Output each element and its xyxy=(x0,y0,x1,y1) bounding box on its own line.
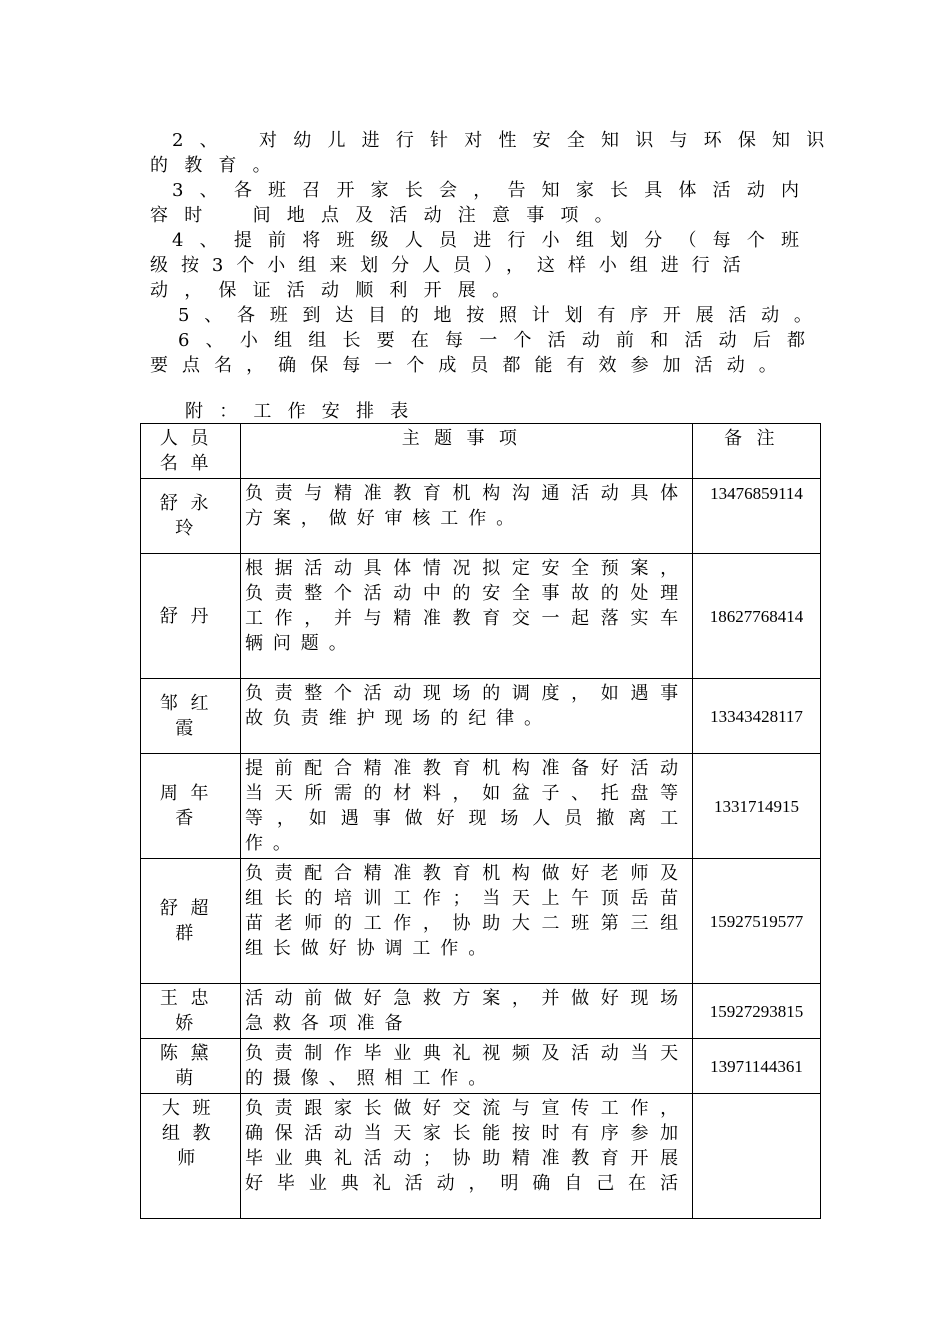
paragraph-line-3: 3、各班召开家长会，告知家长具体活动内 xyxy=(172,180,816,201)
table-row xyxy=(141,984,821,1039)
row-task: 根据活动具体情况拟定安全预案，负责整个活动中的安全事故的处理工作，并与精准教育交一起落实车辆问题。 xyxy=(241,554,693,679)
paragraph-line-5: 4、提前将班级人员进行小组划分（每个班 xyxy=(172,230,816,251)
row-phone: 13343428117 xyxy=(693,679,821,754)
row-phone: 15927293815 xyxy=(693,984,821,1039)
work-schedule-table xyxy=(140,423,821,1219)
header-notes: 备注 xyxy=(693,424,821,479)
table-row xyxy=(141,754,821,859)
row-name: 邹红霞 xyxy=(141,679,241,754)
attachment-title: 附：工作安排表 xyxy=(185,401,425,422)
row-phone: 18627768414 xyxy=(693,554,821,679)
paragraph-line-8: 5、各班到达目的地按照计划有序开展活动。 xyxy=(178,305,827,326)
row-task: 负责跟家长做好交流与宣传工作，确保活动当天家长能按时有序参加毕业典礼活动；协助精准教育开展好毕业典礼活动，明确自己在活 xyxy=(241,1094,693,1219)
row-phone: 15927519577 xyxy=(693,859,821,984)
row-name: 周年香 xyxy=(141,754,241,859)
row-task: 活动前做好急救方案，并做好现场急救各项准备 xyxy=(241,984,693,1039)
row-phone xyxy=(693,1094,821,1219)
row-phone: 1331714915 xyxy=(693,754,821,859)
paragraph-line-9: 6、小组组长要在每一个活动前和活动后都 xyxy=(178,330,822,351)
paragraph-line-1: 2、 对幼儿进行针对性安全知识与环保知识 xyxy=(172,130,841,151)
row-name: 陈黛萌 xyxy=(141,1039,241,1094)
table-row xyxy=(141,859,821,984)
row-task: 提前配合精准教育机构准备好活动当天所需的材料，如盆子、托盘等等，如遇事做好现场人员撤离工作。 xyxy=(241,754,693,859)
paragraph-line-7: 动，保证活动顺利开展。 xyxy=(150,280,527,301)
row-phone: 13476859114 xyxy=(693,479,821,554)
row-name: 舒超群 xyxy=(141,859,241,984)
paragraph-line-4: 容时 间地点及活动注意事项。 xyxy=(150,205,629,226)
row-task: 负责制作毕业典礼视频及活动当天的摄像、照相工作。 xyxy=(241,1039,693,1094)
row-name: 王忠娇 xyxy=(141,984,241,1039)
row-name: 大班组教师 xyxy=(141,1094,241,1219)
row-name: 舒永玲 xyxy=(141,479,241,554)
row-phone: 13971144361 xyxy=(693,1039,821,1094)
paragraph-line-10: 要点名，确保每一个成员都能有效参加活动。 xyxy=(150,355,791,376)
table-row xyxy=(141,479,821,554)
table-row xyxy=(141,1039,821,1094)
row-task: 负责配合精准教育机构做好老师及组长的培训工作；当天上午顶岳苗苗老师的工作，协助大二班第三组组长做好协调工作。 xyxy=(241,859,693,984)
paragraph-line-2: 的教育。 xyxy=(150,155,287,176)
paragraph-line-6: 级按3个小组来划分人员），这样小组进行活 xyxy=(150,255,754,276)
table-row xyxy=(141,554,821,679)
row-task: 负责与精准教育机构沟通活动具体方案，做好审核工作。 xyxy=(241,479,693,554)
header-names: 人员名单 xyxy=(141,424,241,479)
header-topic: 主题事项 xyxy=(241,424,693,479)
table-row xyxy=(141,679,821,754)
row-task: 负责整个活动现场的调度，如遇事故负责维护现场的纪律。 xyxy=(241,679,693,754)
table-header-row xyxy=(141,424,821,479)
table-row xyxy=(141,1094,821,1219)
row-name: 舒丹 xyxy=(141,554,241,679)
